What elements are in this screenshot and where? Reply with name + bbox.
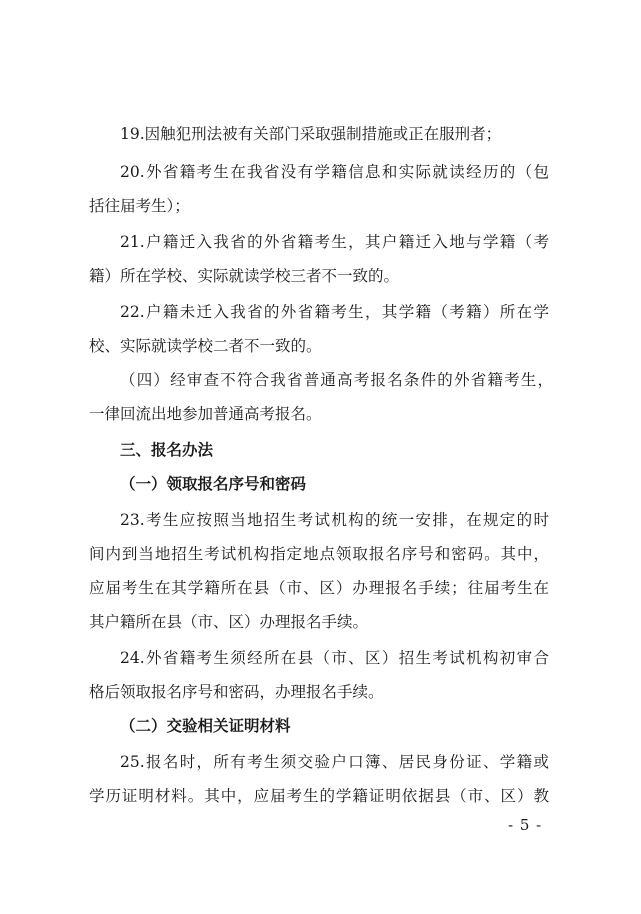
- item-21-line-2: 籍）所在学校、实际就读学校三者不一致的。: [89, 267, 400, 285]
- item-23-line-1: 23.考生应按照当地招生考试机构的统一安排，在规定的时: [120, 511, 549, 529]
- item-25-line-2: 学历证明材料。其中，应届考生的学籍证明依据县（市、区）教: [89, 787, 549, 805]
- page-number: - 5 -: [508, 816, 543, 834]
- section-4-line-2: 一律回流出地参加普通高考报名。: [89, 405, 322, 423]
- item-20-line-2: 括往届考生）；: [89, 197, 190, 215]
- item-20-line-1: 20.外省籍考生在我省没有学籍信息和实际就读经历的（包: [120, 163, 549, 181]
- item-25-line-1: 25.报名时，所有考生须交验户口簿、居民身份证、学籍或: [120, 753, 549, 771]
- item-19: 19.因触犯刑法被有关部门采取强制措施或正在服刑者；: [120, 125, 502, 143]
- item-23-line-4: 其户籍所在县（市、区）办理报名手续。: [89, 613, 369, 631]
- item-22-line-2: 校、实际就读学校二者不一致的。: [89, 337, 322, 355]
- subheading-collect-number-password: （一）领取报名序号和密码: [120, 474, 307, 493]
- subheading-verify-documents: （二）交验相关证明材料: [120, 716, 291, 735]
- item-23-line-2: 间内到当地招生考试机构指定地点领取报名序号和密码。其中，: [89, 545, 549, 563]
- item-22-line-1: 22.户籍未迁入我省的外省籍考生，其学籍（考籍）所在学: [120, 303, 549, 321]
- item-21-line-1: 21.户籍迁入我省的外省籍考生，其户籍迁入地与学籍（考: [120, 233, 549, 251]
- item-24-line-2: 格后领取报名序号和密码，办理报名手续。: [89, 683, 384, 701]
- section-4-line-1: （四）经审查不符合我省普通高考报名条件的外省籍考生，: [120, 371, 553, 389]
- item-24-line-1: 24.外省籍考生须经所在县（市、区）招生考试机构初审合: [120, 649, 549, 667]
- item-23-line-3: 应届考生在其学籍所在县（市、区）办理报名手续；往届考生在: [89, 579, 549, 597]
- heading-registration-method: 三、报名办法: [120, 440, 214, 459]
